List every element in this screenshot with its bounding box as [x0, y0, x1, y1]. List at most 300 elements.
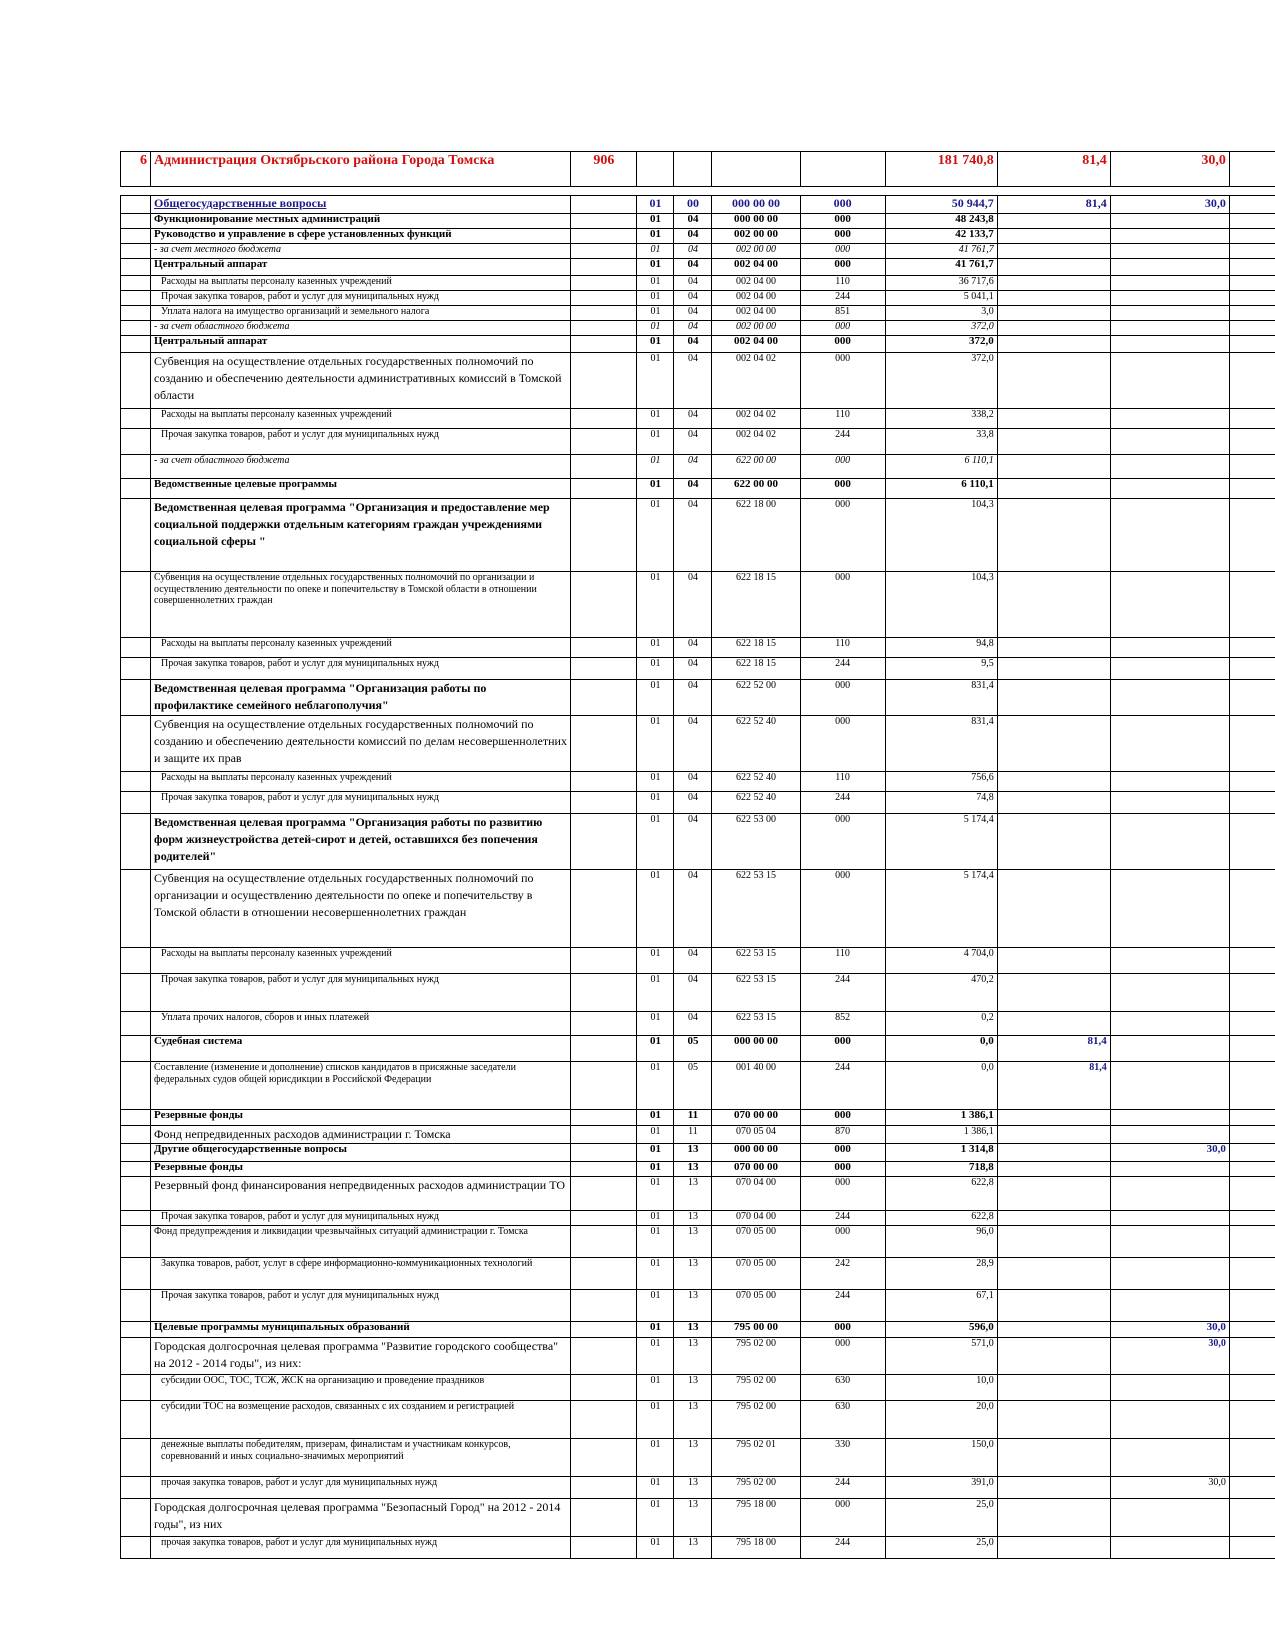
extra-cell: [1229, 1258, 1275, 1290]
amount: 33,8: [885, 429, 997, 455]
target-article-code: 622 53 15: [712, 974, 800, 1012]
column-9-value: 30,0: [1110, 1338, 1229, 1375]
target-article-code: 001 40 00: [712, 1062, 800, 1110]
target-article-code: 795 18 00: [712, 1499, 800, 1537]
extra-cell: [1229, 499, 1275, 572]
extra-cell: [1229, 1177, 1275, 1211]
column-8-value: [997, 291, 1110, 306]
amount: 391,0: [885, 1477, 997, 1499]
subsection-code: 00: [674, 196, 712, 214]
amount: 831,4: [885, 680, 997, 716]
amount: 0,0: [885, 1062, 997, 1110]
subsection-code: 04: [674, 716, 712, 772]
column-9-value: [1110, 1499, 1229, 1537]
subsection-code: 04: [674, 336, 712, 353]
column-9-value: [1110, 306, 1229, 321]
subsection-code: 13: [674, 1211, 712, 1226]
expense-type-code: 110: [800, 276, 885, 291]
column-9-value: [1110, 1439, 1229, 1477]
table-row: [121, 1401, 1275, 1439]
extra-cell: [1229, 455, 1275, 479]
ministry-cell: [571, 716, 637, 772]
column-9-value: [1110, 792, 1229, 814]
target-article-code: 000 00 00: [712, 1036, 800, 1062]
column-8-value: [997, 1211, 1110, 1226]
extra-cell: [1229, 792, 1275, 814]
expense-type-code: 000: [800, 680, 885, 716]
amount: 28,9: [885, 1258, 997, 1290]
table-row: [121, 1036, 1275, 1062]
column-8-value: [997, 429, 1110, 455]
amount: 25,0: [885, 1499, 997, 1537]
table-row: [121, 244, 1275, 259]
section-code: 01: [637, 716, 674, 772]
expense-type-code: 000: [800, 479, 885, 499]
table-row: [121, 1162, 1275, 1177]
row-number-cell: [121, 214, 151, 229]
table-row: [121, 336, 1275, 353]
target-article-code: 070 05 00: [712, 1226, 800, 1258]
subsection-code: 05: [674, 1036, 712, 1062]
ministry-cell: [571, 1177, 637, 1211]
section-code: 01: [637, 1226, 674, 1258]
extra-cell: [1229, 291, 1275, 306]
section-code: 01: [637, 1162, 674, 1177]
column-9-value: [1110, 259, 1229, 276]
section-code: 01: [637, 1036, 674, 1062]
empty-cell: [674, 152, 712, 187]
extra-cell: [1229, 353, 1275, 409]
table-row: [121, 321, 1275, 336]
column-9-value: [1110, 1401, 1229, 1439]
ministry-cell: [571, 572, 637, 638]
ministry-cell: [571, 196, 637, 214]
column-8-value: [997, 409, 1110, 429]
row-number-cell: [121, 1322, 151, 1338]
description: Расходы на выплаты персоналу казенных учреждений: [151, 772, 571, 792]
column-8-value: [997, 1375, 1110, 1401]
description: Прочая закупка товаров, работ и услуг для муниципальных нужд: [151, 974, 571, 1012]
extra-cell: [1229, 1477, 1275, 1499]
row-number-cell: [121, 1012, 151, 1036]
ministry-cell: [571, 499, 637, 572]
ministry-cell: [571, 1537, 637, 1559]
target-article-code: 622 00 00: [712, 455, 800, 479]
column-8-value: [997, 1110, 1110, 1126]
column-9-value: 30,0: [1110, 152, 1229, 187]
extra-cell: [1229, 479, 1275, 499]
table-row: [121, 1226, 1275, 1258]
section-code: 01: [637, 291, 674, 306]
row-number-cell: [121, 716, 151, 772]
section-code: 01: [637, 1537, 674, 1559]
column-9-value: [1110, 455, 1229, 479]
ministry-cell: [571, 1499, 637, 1537]
ministry-cell: [571, 814, 637, 870]
column-8-value: [997, 1290, 1110, 1322]
amount: 338,2: [885, 409, 997, 429]
row-number-cell: [121, 658, 151, 680]
row-number-cell: [121, 244, 151, 259]
extra-cell: [1229, 409, 1275, 429]
expense-type-code: 110: [800, 948, 885, 974]
column-9-value: [1110, 1537, 1229, 1559]
ministry-cell: [571, 1126, 637, 1144]
target-article-code: 000 00 00: [712, 214, 800, 229]
amount: 5 174,4: [885, 870, 997, 948]
row-number-cell: [121, 1537, 151, 1559]
section-code: 01: [637, 974, 674, 1012]
extra-cell: [1229, 1110, 1275, 1126]
table-row: [121, 1338, 1275, 1375]
column-9-value: [1110, 1162, 1229, 1177]
ministry-cell: [571, 429, 637, 455]
ministry-cell: [571, 1290, 637, 1322]
extra-cell: [1229, 638, 1275, 658]
extra-cell: [1229, 276, 1275, 291]
description: Расходы на выплаты персоналу казенных учреждений: [151, 409, 571, 429]
subsection-code: 04: [674, 658, 712, 680]
row-number-cell: [121, 409, 151, 429]
amount: 96,0: [885, 1226, 997, 1258]
extra-cell: [1229, 1290, 1275, 1322]
section-code: 01: [637, 1439, 674, 1477]
section-code: 01: [637, 1258, 674, 1290]
description: Центральный аппарат: [151, 336, 571, 353]
subsection-code: 04: [674, 680, 712, 716]
description: Центральный аппарат: [151, 259, 571, 276]
section-code: 01: [637, 429, 674, 455]
extra-cell: [1229, 974, 1275, 1012]
ministry-cell: [571, 1211, 637, 1226]
table-row: [121, 214, 1275, 229]
ministry-cell: [571, 974, 637, 1012]
column-8-value: [997, 259, 1110, 276]
column-8-value: [997, 974, 1110, 1012]
row-number-cell: [121, 1401, 151, 1439]
amount: 104,3: [885, 572, 997, 638]
subsection-code: 04: [674, 214, 712, 229]
target-article-code: 795 02 00: [712, 1375, 800, 1401]
ministry-cell: [571, 1439, 637, 1477]
ministry-cell: [571, 259, 637, 276]
description: субсидии ООС, ТОС, ТСЖ, ЖСК на организацию и проведение праздников: [151, 1375, 571, 1401]
budget-sheet: [120, 151, 1275, 1559]
column-9-value: [1110, 429, 1229, 455]
target-article-code: 795 02 00: [712, 1477, 800, 1499]
ministry-cell: [571, 948, 637, 974]
row-number: 6: [121, 152, 151, 187]
expense-type-code: 244: [800, 1537, 885, 1559]
section-code: 01: [637, 455, 674, 479]
description: Прочая закупка товаров, работ и услуг для муниципальных нужд: [151, 1290, 571, 1322]
ministry-cell: [571, 353, 637, 409]
column-9-value: 30,0: [1110, 1322, 1229, 1338]
column-8-value: [997, 455, 1110, 479]
amount: 596,0: [885, 1322, 997, 1338]
description: Субвенция на осуществление отдельных государственных полномочий по организации и осуществлению деятельности по опеке и попечительству в Томской области в отношении несовершеннолетних граждан: [151, 870, 571, 948]
empty-cell: [800, 152, 885, 187]
section-code: 01: [637, 638, 674, 658]
description: Городская долгосрочная целевая программа "Безопасный Город" на 2012 - 2014 годы", из них: [151, 1499, 571, 1537]
subsection-code: 04: [674, 244, 712, 259]
table-row: [121, 306, 1275, 321]
target-article-code: 070 04 00: [712, 1177, 800, 1211]
expense-type-code: 242: [800, 1258, 885, 1290]
ministry-cell: [571, 455, 637, 479]
target-article-code: 000 00 00: [712, 1144, 800, 1162]
subsection-code: 04: [674, 772, 712, 792]
subsection-code: 13: [674, 1375, 712, 1401]
expense-type-code: 000: [800, 259, 885, 276]
description: Прочая закупка товаров, работ и услуг для муниципальных нужд: [151, 658, 571, 680]
expense-type-code: 852: [800, 1012, 885, 1036]
subsection-code: 04: [674, 229, 712, 244]
row-number-cell: [121, 306, 151, 321]
row-number-cell: [121, 1211, 151, 1226]
subsection-code: 04: [674, 291, 712, 306]
column-9-value: [1110, 336, 1229, 353]
extra-cell: [1229, 214, 1275, 229]
row-number-cell: [121, 276, 151, 291]
column-8-value: [997, 499, 1110, 572]
expense-type-code: 000: [800, 814, 885, 870]
column-9-value: [1110, 229, 1229, 244]
column-9-value: [1110, 1062, 1229, 1110]
section-code: 01: [637, 1177, 674, 1211]
column-8-value: [997, 336, 1110, 353]
column-8-value: [997, 1322, 1110, 1338]
column-8-value: 81,4: [997, 1036, 1110, 1062]
column-8-value: 81,4: [997, 152, 1110, 187]
target-article-code: 070 04 00: [712, 1211, 800, 1226]
column-8-value: [997, 353, 1110, 409]
column-9-value: [1110, 1258, 1229, 1290]
column-8-value: [997, 1177, 1110, 1211]
ministry-code: 906: [571, 152, 637, 187]
expense-type-code: 000: [800, 1226, 885, 1258]
section-code: 01: [637, 1211, 674, 1226]
section-code: 01: [637, 1401, 674, 1439]
target-article-code: 002 04 02: [712, 409, 800, 429]
amount: 4 704,0: [885, 948, 997, 974]
subsection-code: 13: [674, 1338, 712, 1375]
extra-cell: [1229, 306, 1275, 321]
extra-cell: [1229, 229, 1275, 244]
row-number-cell: [121, 792, 151, 814]
subsection-code: 04: [674, 429, 712, 455]
expense-type-code: 110: [800, 772, 885, 792]
amount: 150,0: [885, 1439, 997, 1477]
ministry-cell: [571, 291, 637, 306]
column-9-value: [1110, 1126, 1229, 1144]
table-row: [121, 716, 1275, 772]
row-number-cell: [121, 1499, 151, 1537]
target-article-code: 002 04 00: [712, 306, 800, 321]
row-number-cell: [121, 1126, 151, 1144]
section-code: 01: [637, 658, 674, 680]
ministry-cell: [571, 772, 637, 792]
column-9-value: [1110, 814, 1229, 870]
expense-type-code: 110: [800, 638, 885, 658]
row-number-cell: [121, 1477, 151, 1499]
description: Составление (изменение и дополнение) списков кандидатов в присяжные заседатели федеральных судов общей юрисдикции в Российской Федерации: [151, 1062, 571, 1110]
expense-type-code: 851: [800, 306, 885, 321]
ministry-cell: [571, 1062, 637, 1110]
table-row: [121, 1537, 1275, 1559]
description: Фонд непредвиденных расходов администрации г. Томска: [151, 1126, 571, 1144]
amount: 470,2: [885, 974, 997, 1012]
subsection-code: 04: [674, 572, 712, 638]
ministry-cell: [571, 1322, 637, 1338]
section-code: 01: [637, 1290, 674, 1322]
expense-type-code: 000: [800, 1499, 885, 1537]
subsection-code: 13: [674, 1258, 712, 1290]
table-row: [121, 1144, 1275, 1162]
target-article-code: 795 00 00: [712, 1322, 800, 1338]
section-code: 01: [637, 409, 674, 429]
column-8-value: [997, 214, 1110, 229]
column-9-value: [1110, 244, 1229, 259]
table-row: [121, 499, 1275, 572]
ministry-cell: [571, 276, 637, 291]
row-number-cell: [121, 870, 151, 948]
column-8-value: [997, 1338, 1110, 1375]
column-8-value: [997, 1126, 1110, 1144]
total-amount: 181 740,8: [885, 152, 997, 187]
extra-cell: [1229, 259, 1275, 276]
ministry-cell: [571, 1144, 637, 1162]
amount: 571,0: [885, 1338, 997, 1375]
expense-type-code: 244: [800, 974, 885, 1012]
amount: 1 314,8: [885, 1144, 997, 1162]
extra-cell: [1229, 1144, 1275, 1162]
subsection-code: 13: [674, 1290, 712, 1322]
expense-type-code: 000: [800, 870, 885, 948]
column-8-value: [997, 716, 1110, 772]
expense-type-code: 244: [800, 429, 885, 455]
column-9-value: [1110, 1177, 1229, 1211]
ministry-cell: [571, 1338, 637, 1375]
subsection-code: 04: [674, 479, 712, 499]
table-row: [121, 1062, 1275, 1110]
ministry-cell: [571, 1110, 637, 1126]
column-9-value: [1110, 572, 1229, 638]
extra-cell: [1229, 1439, 1275, 1477]
description: Ведомственная целевая программа "Организация и предоставление мер социальной поддержки отдельным категориям граждан учреждениями социальной сферы ": [151, 499, 571, 572]
row-number-cell: [121, 572, 151, 638]
subsection-code: 04: [674, 259, 712, 276]
description: Ведомственная целевая программа "Организация работы по профилактике семейного неблагополучия": [151, 680, 571, 716]
ministry-cell: [571, 1012, 637, 1036]
row-number-cell: [121, 1144, 151, 1162]
amount: 0,0: [885, 1036, 997, 1062]
organization-name: Администрация Октябрьского района Города Томска: [151, 152, 571, 187]
row-number-cell: [121, 1226, 151, 1258]
row-number-cell: [121, 680, 151, 716]
section-code: 01: [637, 336, 674, 353]
description: Расходы на выплаты персоналу казенных учреждений: [151, 276, 571, 291]
description: Расходы на выплаты персоналу казенных учреждений: [151, 948, 571, 974]
description: Прочая закупка товаров, работ и услуг для муниципальных нужд: [151, 792, 571, 814]
table-row: [121, 772, 1275, 792]
column-9-value: [1110, 1211, 1229, 1226]
extra-cell: [1229, 1499, 1275, 1537]
description: Прочая закупка товаров, работ и услуг для муниципальных нужд: [151, 291, 571, 306]
column-8-value: [997, 479, 1110, 499]
subsection-code: 13: [674, 1499, 712, 1537]
table-row: [121, 572, 1275, 638]
column-8-value: [997, 306, 1110, 321]
section-code: 01: [637, 772, 674, 792]
table-row: [121, 353, 1275, 409]
extra-cell: [1229, 1537, 1275, 1559]
target-article-code: 000 00 00: [712, 196, 800, 214]
row-number-cell: [121, 814, 151, 870]
table-row: [121, 974, 1275, 1012]
column-8-value: [997, 792, 1110, 814]
amount: 718,8: [885, 1162, 997, 1177]
subsection-code: 05: [674, 1062, 712, 1110]
expense-type-code: 330: [800, 1439, 885, 1477]
section-code: 01: [637, 1338, 674, 1375]
column-9-value: [1110, 1110, 1229, 1126]
subsection-code: 11: [674, 1126, 712, 1144]
expense-type-code: 244: [800, 1477, 885, 1499]
table-row: [121, 479, 1275, 499]
amount: 372,0: [885, 353, 997, 409]
row-number-cell: [121, 499, 151, 572]
spacer-cell: [121, 187, 1275, 196]
empty-cell: [637, 152, 674, 187]
column-8-value: [997, 1226, 1110, 1258]
description: Городская долгосрочная целевая программа "Развитие городского сообщества" на 2012 - 2014 годы", из них:: [151, 1338, 571, 1375]
extra-cell: [1229, 1012, 1275, 1036]
amount: 1 386,1: [885, 1126, 997, 1144]
ministry-cell: [571, 1226, 637, 1258]
subsection-code: 13: [674, 1439, 712, 1477]
extra-cell: [1229, 196, 1275, 214]
row-number-cell: [121, 229, 151, 244]
subsection-code: 04: [674, 353, 712, 409]
row-number-cell: [121, 1177, 151, 1211]
column-8-value: [997, 1401, 1110, 1439]
table-row: [121, 948, 1275, 974]
target-article-code: 070 05 00: [712, 1290, 800, 1322]
row-number-cell: [121, 1062, 151, 1110]
description: Субвенция на осуществление отдельных государственных полномочий по организации и осуществлению деятельности по опеке и попечительству в Томской области в отношении совершеннолетних граждан: [151, 572, 571, 638]
ministry-cell: [571, 244, 637, 259]
target-article-code: 795 02 00: [712, 1338, 800, 1375]
extra-cell: [1229, 716, 1275, 772]
amount: 41 761,7: [885, 259, 997, 276]
description: Субвенция на осуществление отдельных государственных полномочий по созданию и обеспечению деятельности административных комиссий в Томской области: [151, 353, 571, 409]
description: субсидии ТОС на возмещение расходов, связанных с их созданием и регистрацией: [151, 1401, 571, 1439]
section-code: 01: [637, 792, 674, 814]
table-row: [121, 680, 1275, 716]
target-article-code: 622 00 00: [712, 479, 800, 499]
column-8-value: [997, 1499, 1110, 1537]
section-code: 01: [637, 948, 674, 974]
target-article-code: 795 18 00: [712, 1537, 800, 1559]
column-8-value: [997, 1477, 1110, 1499]
expense-type-code: 000: [800, 716, 885, 772]
table-row: [121, 1375, 1275, 1401]
ministry-cell: [571, 1401, 637, 1439]
subsection-code: 04: [674, 948, 712, 974]
column-9-value: [1110, 409, 1229, 429]
description: Уплата прочих налогов, сборов и иных платежей: [151, 1012, 571, 1036]
